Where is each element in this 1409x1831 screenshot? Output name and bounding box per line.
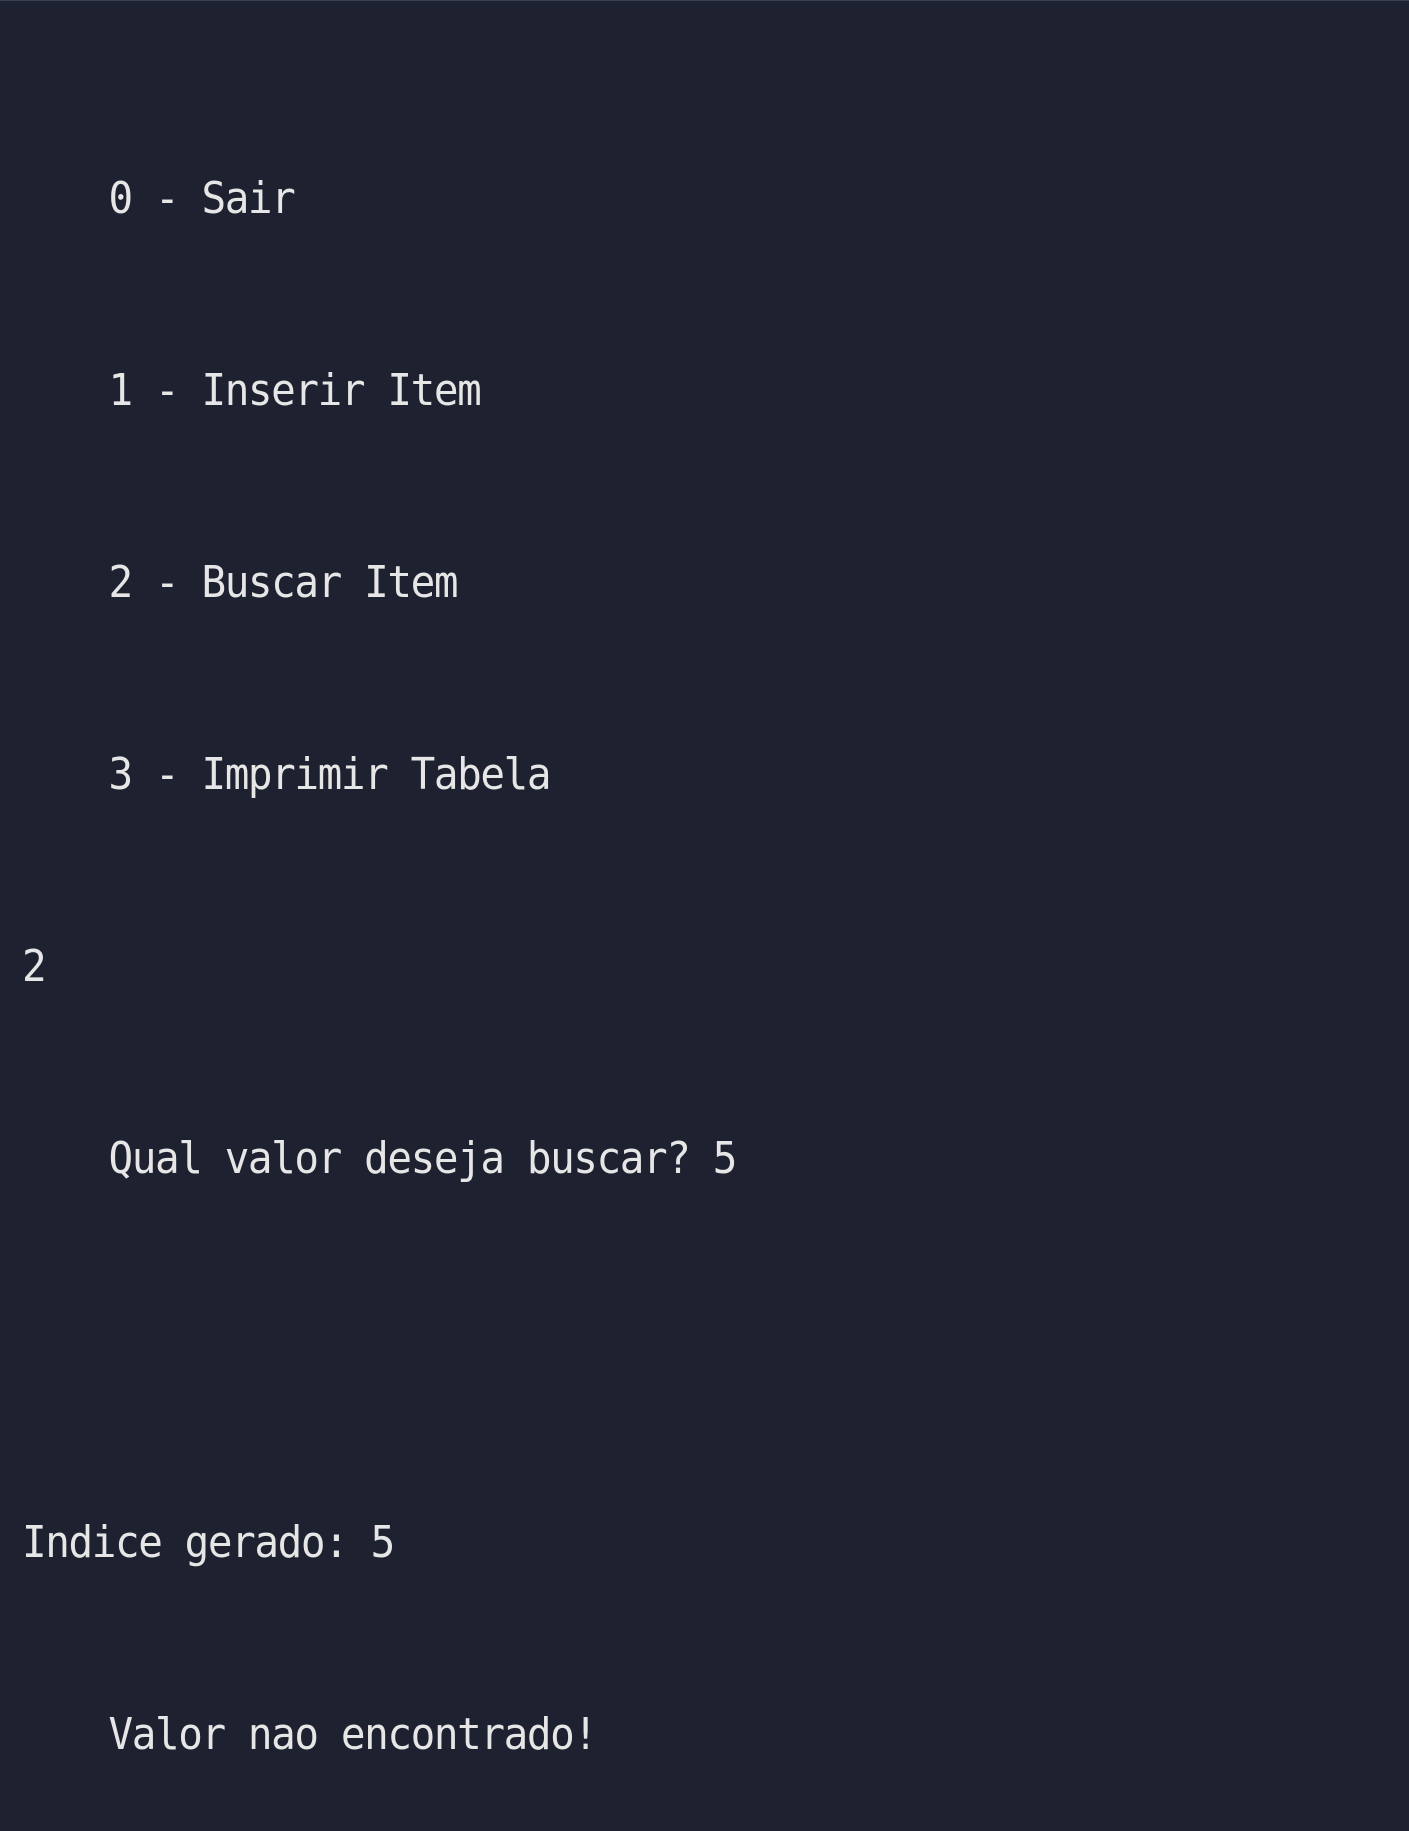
menu-option-imprimir-tabela: 3 - Imprimir Tabela	[108, 749, 551, 800]
user-choice-input: 2	[22, 941, 46, 992]
menu-option-buscar-item: 2 - Buscar Item	[108, 557, 458, 608]
blank-line	[22, 1319, 1409, 1383]
result-message: Valor nao encontrado!	[108, 1709, 597, 1760]
menu-option-sair: 0 - Sair	[108, 173, 295, 224]
menu-option-inserir-item: 1 - Inserir Item	[108, 365, 481, 416]
index-message: Indice gerado: 5	[22, 1517, 394, 1568]
search-prompt: Qual valor deseja buscar? 5	[108, 1133, 737, 1184]
